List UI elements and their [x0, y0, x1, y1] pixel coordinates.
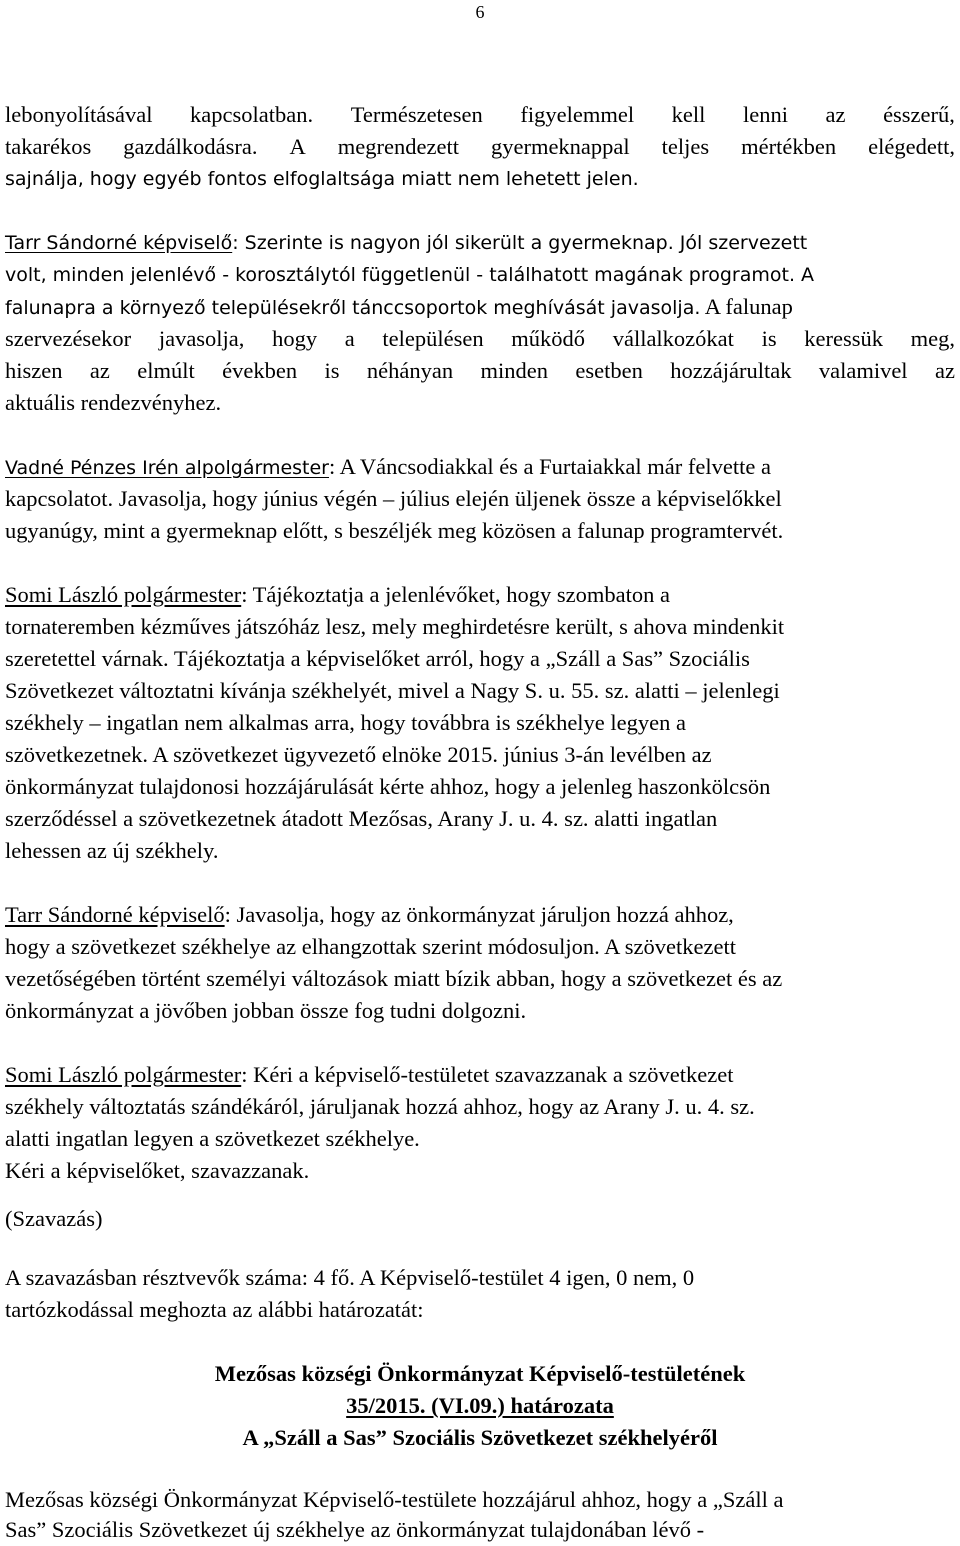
line-text: aktuális rendezvényhez.: [5, 390, 222, 415]
line-text: szerződéssel a szövetkezetnek átadott Mezősas, Arany J. u. 4. sz. alatti ingatlan: [5, 806, 718, 831]
word: kapcsolatban.: [190, 102, 314, 127]
resolution-id: 35/2015. (VI.09.) határozata: [346, 1393, 614, 1418]
word: is: [761, 326, 777, 351]
text-line: [5, 1514, 955, 1546]
line-text: : Tájékoztatja a jelenlévőket, hogy szombaton a: [241, 582, 671, 607]
text-line: [5, 1262, 955, 1294]
line-text: alatti ingatlan legyen a szövetkezet székhelye.: [5, 1126, 420, 1151]
text-line: [5, 227, 955, 259]
word: Természetesen: [350, 102, 483, 127]
word: településen: [382, 326, 484, 351]
text-line: [5, 483, 955, 515]
text-line: [5, 163, 955, 195]
word: a: [344, 326, 355, 351]
line-text: : Szerinte is nagyon jól sikerült a gyermeknap. Jól szervezett: [232, 232, 808, 254]
text-line: [5, 131, 955, 163]
text-line: [5, 835, 955, 867]
text-line: [5, 355, 955, 387]
text-line: [5, 963, 955, 995]
text-line: [5, 1091, 955, 1123]
text-line: [5, 707, 955, 739]
word: lenni: [742, 102, 788, 127]
word: is: [324, 358, 340, 383]
line-text: vezetőségében történt személyi változások miatt bízik abban, hogy a szövetkezet és az: [5, 966, 783, 991]
word: az: [825, 102, 846, 127]
line-text: sajnálja, hogy egyéb fontos elfoglaltsága miatt nem lehetett jelen.: [5, 168, 639, 190]
text-line: [5, 387, 955, 419]
line-text: ugyanúgy, mint a gyermeknap előtt, s beszéljék meg közösen a falunap programtervét.: [5, 518, 784, 543]
page-number: 6: [475, 2, 485, 22]
speaker-name: Somi László polgármester: [5, 582, 242, 607]
word: működő: [511, 326, 586, 351]
word: javasolja,: [158, 326, 245, 351]
line-text: székhely változtatás szándékáról, járuljanak hozzá ahhoz, hogy az Arany J. u. 4. sz.: [5, 1094, 755, 1119]
word: elmúlt: [137, 358, 195, 383]
text-line: [5, 451, 955, 483]
resolution-number: [5, 1390, 955, 1422]
line-text: : A Váncsodiakkal és a Furtaiakkal már felvette a: [329, 454, 771, 479]
word: az: [934, 358, 955, 383]
word: figyelemmel: [520, 102, 635, 127]
word: teljes: [661, 134, 710, 159]
word: hozzájárultak: [670, 358, 792, 383]
text-line: [5, 739, 955, 771]
word: gyermeknappal: [490, 134, 630, 159]
word: mértékben: [741, 134, 837, 159]
word: elégedett,: [868, 134, 955, 159]
text-line: [5, 643, 955, 675]
word: az: [89, 358, 110, 383]
resolution-body: Mezősas községi Önkormányzat Képviselő-testületének: [214, 1361, 746, 1386]
text-line: [5, 323, 955, 355]
text-line: [5, 1155, 955, 1187]
text-line: [5, 1294, 955, 1326]
text-line: [5, 675, 955, 707]
text-line: [5, 899, 955, 931]
speaker-name: Somi László polgármester: [5, 1062, 242, 1087]
word: minden: [480, 358, 549, 383]
line-text: (Szavazás): [5, 1206, 103, 1231]
text-line: [5, 1484, 955, 1516]
line-text: kapcsolatot. Javasolja, hogy június végén – július elején üljenek össze a képviselőkkel: [5, 486, 782, 511]
word: esetben: [575, 358, 643, 383]
text-line: [5, 1059, 955, 1091]
text-line: [5, 99, 955, 131]
line-text: Kéri a képviselőket, szavazzanak.: [5, 1158, 310, 1183]
line-text: szeretettel várnak. Tájékoztatja a képviselőket arról, hogy a „Száll a Sas” Szociális: [5, 646, 750, 671]
line-text: Sas” Szociális Szövetkezet új székhelye az önkormányzat tulajdonában lévő -: [5, 1517, 705, 1542]
line-text: székhely – ingatlan nem alkalmas arra, hogy továbbra is székhelye legyen a: [5, 710, 686, 735]
word: valamivel: [818, 358, 908, 383]
word: takarékos: [5, 134, 92, 159]
text-line: [5, 291, 955, 323]
line-text: tartózkodással meghozta az alábbi határozatát:: [5, 1297, 424, 1322]
word: A: [289, 134, 306, 159]
text-line: [5, 931, 955, 963]
line-text: Mezősas községi Önkormányzat Képviselő-testülete hozzájárul ahhoz, hogy a „Száll a: [5, 1487, 784, 1512]
line-text: volt, minden jelenlévő - korosztálytól függetlenül - találhatott magának programot. A: [5, 264, 815, 286]
word: néhányan: [366, 358, 454, 383]
text-line: [5, 259, 955, 291]
word: vállalkozókat: [612, 326, 734, 351]
line-text: lehessen az új székhely.: [5, 838, 219, 863]
text-line: [5, 995, 955, 1027]
line-text: falunapra a környező településekről tánccsoportok meghívását javasolja.: [5, 297, 701, 319]
line-text: A falunap: [700, 294, 793, 319]
line-text: A szavazásban résztvevők száma: 4 fő. A Képviselő-testület 4 igen, 0 nem, 0: [5, 1265, 695, 1290]
word: években: [222, 358, 298, 383]
line-text: Szövetkezet változtatni kívánja székhelyét, mivel a Nagy S. u. 55. sz. alatti – jelenlegi: [5, 678, 780, 703]
text-line: [5, 515, 955, 547]
text-line: [5, 771, 955, 803]
speaker-name: Vadné Pénzes Irén alpolgármester: [5, 457, 329, 479]
text-line: [5, 803, 955, 835]
resolution-heading: [5, 1358, 955, 1390]
word: ésszerű,: [883, 102, 955, 127]
word: szervezésekor: [5, 326, 132, 351]
line-text: szövetkezetnek. A szövetkezet ügyvezető elnöke 2015. június 3-án levélben az: [5, 742, 712, 767]
word: megrendezett: [337, 134, 459, 159]
word: meg,: [910, 326, 955, 351]
line-text: hogy a szövetkezet székhelye az elhangzottak szerint módosuljon. A szövetkezett: [5, 934, 736, 959]
line-text: önkormányzat a jövőben jobban össze fog tudni dolgozni.: [5, 998, 527, 1023]
speaker-name: Tarr Sándorné képviselő: [5, 232, 233, 254]
resolution-subject: [5, 1422, 955, 1454]
vote-note: [5, 1203, 955, 1235]
text-line: [5, 1123, 955, 1155]
word: lebonyolításával: [5, 102, 153, 127]
line-text: : Kéri a képviselő-testületet szavazzanak a szövetkezet: [241, 1062, 734, 1087]
resolution-title: A „Száll a Sas” Szociális Szövetkezet székhelyéről: [242, 1425, 718, 1450]
text-line: [5, 611, 955, 643]
line-text: : Javasolja, hogy az önkormányzat járuljon hozzá ahhoz,: [224, 902, 734, 927]
line-text: tornateremben kézműves játszóház lesz, mely meghirdetésre került, s ahova mindenkit: [5, 614, 785, 639]
text-line: [5, 579, 955, 611]
word: hogy: [272, 326, 318, 351]
line-text: önkormányzat tulajdonosi hozzájárulását kérte ahhoz, hogy a jelenleg haszonkölcsön: [5, 774, 771, 799]
word: gazdálkodásra.: [123, 134, 258, 159]
speaker-name: Tarr Sándorné képviselő: [5, 902, 225, 927]
word: hiszen: [5, 358, 63, 383]
word: keressük: [804, 326, 883, 351]
word: kell: [671, 102, 706, 127]
